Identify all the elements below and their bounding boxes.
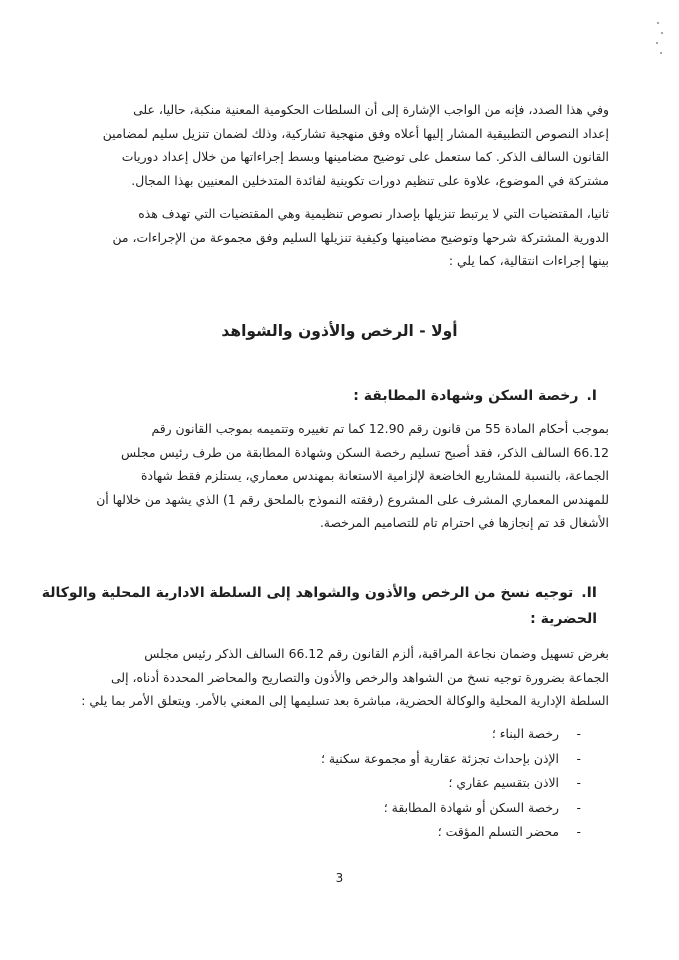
page-number: 3 (335, 871, 344, 885)
main-heading: أولا - الرخص والأذون والشواهد (221, 322, 458, 340)
list-item: -محضر التسلم المؤقت ؛ (437, 824, 581, 839)
section2-title: II.توجيه نسخ من الرخص والأذون والشواهد إلى السلطة الادارية المحلية والوكالة الحضرية : (41, 585, 597, 627)
section2-number: II. (581, 585, 597, 601)
second-paragraph: ثانيا، المقتضيات التي لا يرتبط تنزيلها بإصدار نصوص تنظيمية وهي المقتضيات التي تهدف هذه الدورية المشتركة شرحها وتوضيح مضامينها وكيفية تنزيلها السليم وفق مجموعة من الإجراءات، من بينها إجراءات انتقالية، كما يلي : (112, 206, 609, 268)
intro-paragraph: وفي هذا الصدد، فإنه من الواجب الإشارة إلى أن السلطات الحكومية المعنية منكبة، حاليا، على إعداد النصوص التطبيقية المشار إليها أعلاه وفق منهجية تشاركية، وذلك لضمان تنزيل سليم لمضامين القانون السالف الذكر. كما ستعمل على توضيح مضامينها وبسط إجراءاتها من خلال إعداد دوريات مشتركة في الموضوع، علاوة على تنظيم دورات تكوينية لفائدة المتدخلين المعنيين بهذا المجال. (102, 102, 609, 188)
list-item: -رخصة السكن أو شهادة المطابقة ؛ (383, 799, 581, 815)
documents-list (121, 722, 581, 845)
list-item: -الاذن بتقسيم عقاري ؛ (448, 775, 581, 790)
section1-number: I. (586, 388, 597, 404)
section1-title: I.رخصة السكن وشهادة المطابقة : (353, 388, 597, 404)
section1-paragraph: بموجب أحكام المادة 55 من قانون رقم 12.90 كما تم تغييره وتتميمه بموجب القانون رقم 66.12 السالف الذكر، فقد أصبح تسليم رخصة السكن وشهادة المطابقة من طرف رئيس مجلس الجماعة، بالنسبة للمشاريع الخاضعة لإلزامية الاستعانة بمهندس معماري، يستلزم فقط شهادة للمهندس المعماري المشرف على المشروع (رفقته النموذج بالملحق رقم 1) الذي يشهد من خلالها أن الأشغال قد تم إنجازها في احترام تام للتصاميم المرخصة. (96, 421, 609, 530)
margin-marks (655, 20, 665, 60)
list-item: -رخصة البناء ؛ (491, 726, 581, 741)
list-item: -الإذن بإحداث تجزئة عقارية أو مجموعة سكنية ؛ (320, 750, 581, 766)
section2-paragraph: بغرض تسهيل وضمان نجاعة المراقبة، ألزم القانون رقم 66.12 السالف الذكر رئيس مجلس الجماعة بضرورة توجيه نسخ من الشواهد والرخص والأذون والتصاريح والمحاضر المحددة أدناه، إلى السلطة الإدارية المحلية والوكالة الحضرية، مباشرة بعد تسليمها إلى المعني بالأمر. ويتعلق الأمر بما يلي : (81, 646, 609, 708)
